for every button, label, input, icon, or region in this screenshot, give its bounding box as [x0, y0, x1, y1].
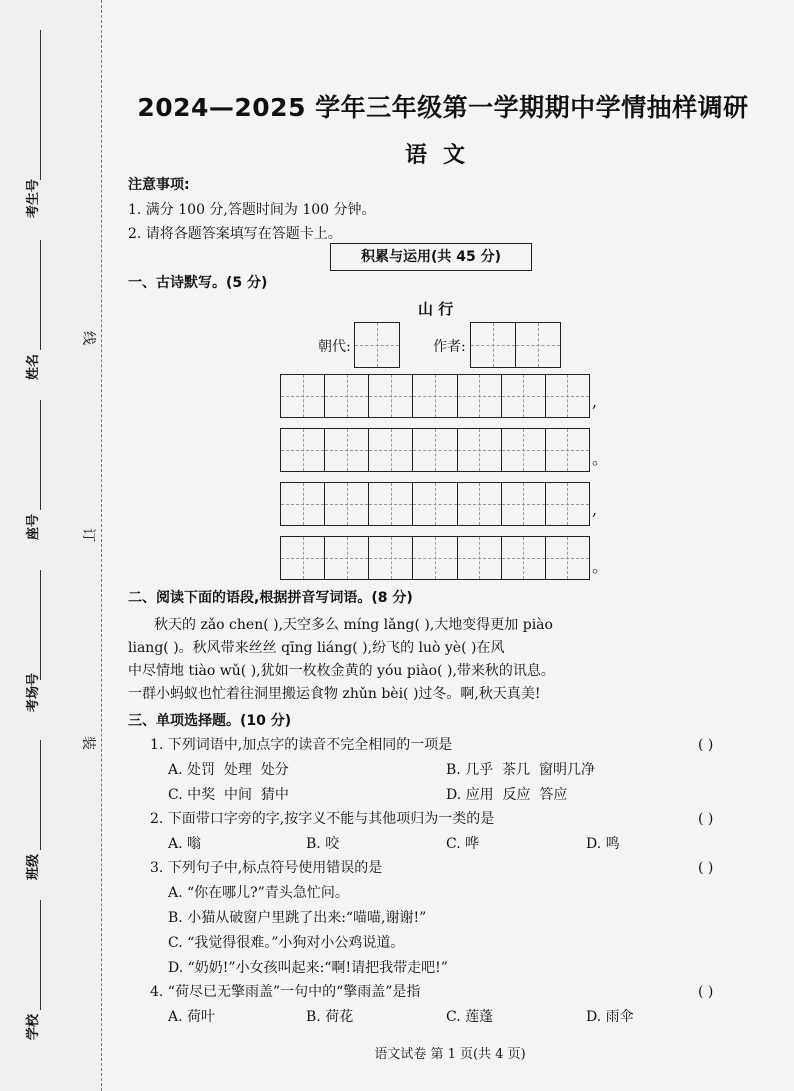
field-underline[interactable]: [40, 740, 41, 850]
field-underline[interactable]: [40, 570, 41, 680]
note-item: 2. 请将各题答案填写在答题卡上。: [128, 226, 342, 242]
q3-heading: 三、单项选择题。(10 分): [128, 713, 292, 729]
line-punct: ,: [592, 500, 598, 519]
option[interactable]: D. 鸣: [586, 836, 620, 852]
binding-mark-zhuang: 装: [80, 736, 96, 750]
option[interactable]: B. 几乎 茶几 窗明几净: [446, 762, 595, 778]
binding-margin: [0, 0, 100, 1091]
question-stem: 1. 下列词语中,加点字的读音不完全相同的一项是: [150, 737, 453, 753]
answer-paren[interactable]: ( ): [698, 860, 714, 876]
option[interactable]: A. “你在哪儿?”青头急忙问。: [168, 885, 349, 901]
poem-line-grid[interactable]: [280, 374, 590, 418]
field-underline[interactable]: [40, 30, 41, 180]
poem-line-grid[interactable]: [280, 428, 590, 472]
binding-mark-ding: 订: [80, 528, 96, 542]
q2-line: liang( )。秋风带来丝丝 qīng liáng( ),纷飞的 luò yè( )在风: [128, 640, 505, 656]
field-label: 考生号: [26, 178, 41, 218]
option[interactable]: B. 荷花: [306, 1009, 354, 1025]
note-item: 1. 满分 100 分,答题时间为 100 分钟。: [128, 202, 376, 218]
option[interactable]: A. 荷叶: [168, 1009, 216, 1025]
q2-line: 中尽情地 tiào wǔ( ),犹如一枚枚金黄的 yóu piào( ),带来秋的讯息。: [128, 663, 555, 679]
author-grid[interactable]: [470, 322, 561, 368]
q1-heading: 一、古诗默写。(5 分): [128, 275, 268, 291]
question-stem: 2. 下面带口字旁的字,按字义不能与其他项归为一类的是: [150, 811, 495, 827]
section-box: 积累与运用(共 45 分): [330, 243, 532, 271]
field-underline[interactable]: [40, 400, 41, 510]
q2-heading: 二、阅读下面的语段,根据拼音写词语。(8 分): [128, 590, 413, 606]
line-punct: ,: [592, 392, 598, 411]
exam-title: 2024—2025 学年三年级第一学期期中学情抽样调研: [137, 93, 749, 122]
option[interactable]: B. 小猫从破窗户里跳了出来:“喵喵,谢谢!”: [168, 910, 427, 926]
field-label: 学校: [26, 1013, 41, 1040]
dynasty-grid[interactable]: [354, 322, 400, 368]
field-underline[interactable]: [40, 900, 41, 1010]
option[interactable]: A. 嗡: [168, 836, 202, 852]
option[interactable]: D. “奶奶!”小女孩叫起来:“啊!请把我带走吧!”: [168, 960, 448, 976]
line-punct: 。: [592, 449, 609, 468]
field-underline[interactable]: [40, 240, 41, 350]
author-label: 作者:: [433, 339, 466, 355]
option[interactable]: D. 雨伞: [586, 1009, 634, 1025]
subject-title: 语文: [404, 143, 481, 168]
binding-dashed-line: [101, 0, 102, 1091]
option[interactable]: C. 哗: [446, 836, 480, 852]
grid-cell[interactable]: [471, 323, 516, 367]
grid-cell[interactable]: [355, 323, 399, 367]
question-stem: 4. “荷尽已无擎雨盖”一句中的“擎雨盖”是指: [150, 984, 421, 1000]
answer-paren[interactable]: ( ): [698, 737, 714, 753]
option[interactable]: C. 中奖 中间 猜中: [168, 787, 289, 803]
poem-title: 山 行: [418, 300, 454, 318]
q2-line: 一群小蚂蚁也忙着往洞里搬运食物 zhǔn bèi( )过冬。啊,秋天真美!: [128, 686, 541, 702]
notes-heading: 注意事项:: [128, 177, 190, 193]
option[interactable]: B. 咬: [306, 836, 340, 852]
answer-paren[interactable]: ( ): [698, 984, 714, 1000]
option[interactable]: A. 处罚 处理 处分: [168, 762, 289, 778]
question-stem: 3. 下列句子中,标点符号使用错误的是: [150, 860, 383, 876]
field-label: 班级: [26, 853, 41, 880]
option[interactable]: D. 应用 反应 答应: [446, 787, 568, 803]
page-footer: 语文试卷 第 1 页(共 4 页): [374, 1047, 526, 1062]
option[interactable]: C. 莲蓬: [446, 1009, 494, 1025]
field-label: 考场号: [26, 672, 41, 712]
answer-paren[interactable]: ( ): [698, 811, 714, 827]
poem-line-grid[interactable]: [280, 536, 590, 580]
line-punct: 。: [592, 557, 609, 576]
grid-cell[interactable]: [516, 323, 560, 367]
binding-mark-xian: 线: [80, 331, 96, 345]
option[interactable]: C. “我觉得很难。”小狗对小公鸡说道。: [168, 935, 405, 951]
field-label: 座号: [26, 513, 41, 540]
poem-line-grid[interactable]: [280, 482, 590, 526]
field-label: 姓名: [26, 353, 41, 380]
dynasty-label: 朝代:: [318, 339, 351, 355]
q2-line: 秋天的 zǎo chen( ),天空多么 míng lǎng( ),大地变得更加 piào: [154, 617, 553, 633]
